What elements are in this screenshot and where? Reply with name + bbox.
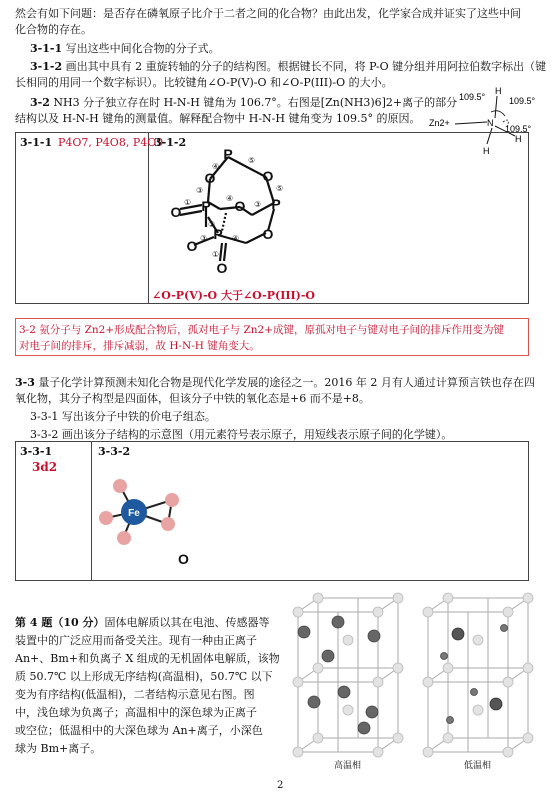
angle-label: 109.5°	[459, 92, 486, 102]
question-3-2-line-2: 结构以及 H-N-H 键角的测量值。解释配合物中 H-N-H 键角变为 109.5° 的原因。	[15, 112, 421, 125]
p-atom: P	[201, 198, 211, 214]
answer-3-2-line-2: 对电子间的排斥，排斥减弱，故 H-N-H 键角变大。	[19, 340, 260, 352]
o-atom: O	[262, 168, 274, 184]
answer-box-3-2	[15, 318, 529, 356]
bond-number: ⑤	[248, 156, 256, 165]
bond-number: ④	[232, 234, 240, 243]
h-atom-label: H	[515, 134, 522, 144]
o-atom: O	[262, 226, 274, 242]
question-3-1-2-line-1	[30, 60, 546, 74]
question-4-line-7: 或空位；低温相中的大深色球为 An+离子，小深色	[15, 724, 263, 737]
h-atom-label: H	[495, 86, 502, 96]
low-temp-phase-structure	[414, 592, 544, 772]
bond-number: ④	[212, 162, 220, 171]
n-atom-label: N	[487, 118, 494, 128]
high-temp-phase-structure	[284, 592, 414, 772]
answer-label-3-3-2: 3-3-2	[98, 445, 131, 458]
answer-label-3-3-1: 3-3-1	[20, 445, 53, 458]
bond-number: ③	[196, 186, 204, 195]
question-text: 写出这些中间化合物的分子式。	[65, 42, 220, 55]
bond-number: ①	[212, 250, 220, 259]
divider	[148, 133, 149, 303]
low-temp-label: 低温相	[464, 760, 492, 770]
bond-number: ①	[184, 198, 192, 207]
question-4-line-1	[15, 616, 269, 630]
o-atom-sphere	[161, 517, 175, 531]
question-4-line-6: 中，浅色球为负离子；高温相中的深色球为正离子	[15, 706, 257, 719]
question-4-line-8: 球为 Bm+离子。	[15, 742, 102, 755]
answer-box-3-3	[15, 441, 529, 581]
question-3-1-1	[30, 42, 220, 56]
question-4-line-3: An+、Bm+和负离子 X 组成的无机固体电解质，该物	[15, 652, 280, 665]
o-atom: O	[204, 170, 216, 186]
feo4-structure	[96, 472, 206, 572]
answer-3-1-1: P4O7, P4O8, P4O9	[58, 136, 164, 149]
p-atom: P	[271, 196, 281, 212]
p4o9-structure	[156, 147, 316, 277]
question-title: 第 4 题	[15, 616, 53, 629]
page-number: 2	[277, 780, 284, 791]
answer-3-3-1: 3d2	[32, 460, 58, 474]
o-atom-sphere	[99, 511, 113, 525]
fe-label: Fe	[128, 508, 140, 519]
question-number: 3-2	[30, 96, 50, 109]
o-atom-sphere	[165, 493, 179, 507]
h-atom-label: H	[483, 146, 490, 156]
zn-label: Zn2+	[429, 118, 450, 128]
answer-box-3-1	[15, 132, 529, 304]
high-temp-label: 高温相	[334, 760, 362, 770]
bond-number: ④	[226, 194, 234, 203]
bond-number: ③	[200, 234, 208, 243]
question-4-line-2: 装置中的广泛应用而备受关注。现有一种由正离子	[15, 634, 257, 647]
answer-3-2-line-1: 3-2 氨分子与 Zn2+形成配合物后，孤对电子与 Zn2+成键，原孤对电子与键对电子间的排斥作用变为键	[19, 324, 504, 336]
answer-label-3-1-2: 3-1-2	[154, 136, 187, 149]
intro-line-1: 然会有如下问题：是否存在磷氧原子比介于二者之间的化合物？由此出发，化学家合成并证实了这些中间	[15, 7, 521, 20]
bond-number: ③	[254, 200, 262, 209]
bond-number: ②	[208, 220, 216, 229]
bond-number: ⑤	[276, 184, 284, 193]
p-atom: P	[213, 226, 223, 242]
o-atom: O	[234, 198, 246, 214]
o-atom: O	[186, 238, 198, 254]
question-number: 3-1-2	[30, 60, 63, 73]
o-atom: O	[170, 204, 182, 220]
angle-comparison-answer: ∠O-P(V)-O 大于∠O-P(III)-O	[152, 289, 315, 302]
question-text: 固体电解质以其在电池、传感器等	[104, 616, 270, 629]
question-text: 量子化学计算预测未知化合物是现代化学发展的途径之一。2016 年 2 月有人通过计算预言铁也存在四	[38, 376, 535, 389]
o-atom-sphere	[113, 479, 127, 493]
question-3-2-line-1	[30, 96, 457, 110]
o-atom: O	[216, 260, 228, 276]
question-4-line-4: 质 50.7℃ 以上形成无序结构(高温相)，50.7℃ 以下	[15, 670, 273, 683]
question-3-3-1: 3-3-1 写出该分子中铁的价电子组态。	[30, 410, 216, 423]
question-text: 画出其中具有 2 重旋转轴的分子的结构图。根据键长不同，将 P-O 键分组并用阿拉伯数字标出（键	[65, 60, 547, 73]
intro-line-2: 化合物的存在。	[15, 23, 92, 36]
answer-label-3-1-1: 3-1-1	[20, 136, 53, 149]
question-3-1-2-line-2: 长相同的用同一个数字标识）。比较键角∠O-P(V)-O 和∠O-P(III)-O 的大小。	[15, 76, 393, 89]
question-score: （10 分）	[52, 616, 105, 629]
question-3-3-line-1	[15, 376, 535, 390]
question-3-3-2: 3-3-2 画出该分子结构的示意图（用元素符号表示原子，用短线表示原子间的化学键）。	[30, 428, 453, 441]
question-text: NH3 分子独立存在时 H-N-H 键角为 106.7°。右图是[Zn(NH3)6]2+离子的部分	[53, 96, 458, 109]
angle-label: 109.5°	[505, 124, 532, 134]
o-label: O	[178, 551, 189, 567]
o-atom-sphere	[117, 531, 131, 545]
question-number: 3-1-1	[30, 42, 63, 55]
angle-label: 109.5°	[509, 96, 536, 106]
question-3-3-line-2: 氧化物，其分子构型是四面体，但该分子中铁的氧化态是+6 而不是+8。	[15, 392, 370, 405]
p-atom: P	[223, 147, 233, 162]
divider	[91, 442, 92, 580]
question-4-line-5: 变为有序结构(低温相)，二者结构示意见右图。图	[15, 688, 255, 701]
question-number: 3-3	[15, 376, 35, 389]
